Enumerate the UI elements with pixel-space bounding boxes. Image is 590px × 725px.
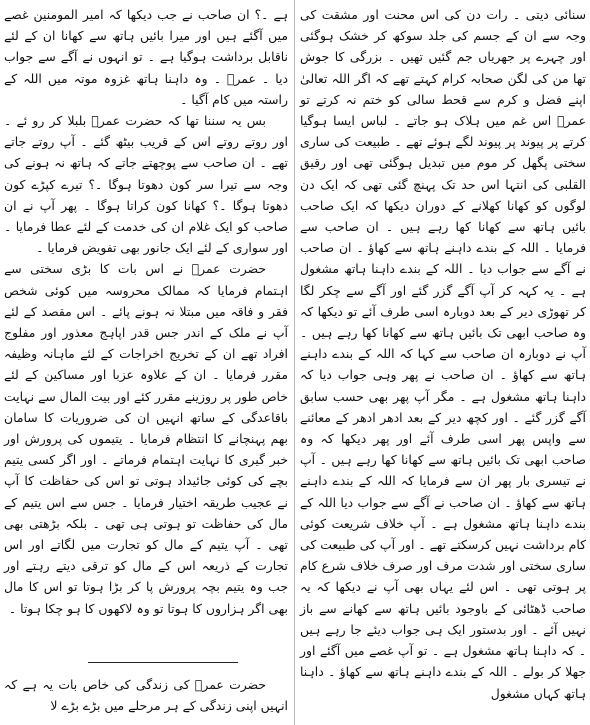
paragraph: ہے ۔؟ ان صاحب نے جب دیکھا کہ امیر المومنین غصے میں آگئے ہیں اور میرا بائیں ہاتھ سے کھانا ان کے لئے ناقابل برداشت ہوگیا ہے ۔ تو انہوں نے آگے سے جواب دیا ۔ عمرؓ ۔ وہ داہنا ہاتھ غزوہ موتہ میں اللہ کے راستہ میں کام آگیا ۔ xyxy=(4,7,288,107)
section-separator xyxy=(88,662,238,663)
right-text-column xyxy=(300,4,586,704)
paragraph: بس یہ سننا تھا کہ حضرت عمرؓ بلبلا کر رو ئے ۔ اور روتے روتے اس کے قریب بیٹھ گئے ۔ آپ روتے جاتے تھے ۔ ان صاحب سے پوچھتے جاتے کہ ہاتھ نہ ہونے کی وجہ سے تیرا سر کون دھوتا ہوگا ۔؟ تیرے کپڑے کون دھوتا ہوگا ۔؟ کھانا کون کراتا ہوگا ۔ پھر آپ نے ان صاحب کو ایک غلام ان کی خدمت کے لئے عطا فرمایا ۔ اور سواری کے لئے ایک جانور بھی تفویض فرمایا ۔ xyxy=(4,113,288,256)
left-text-column xyxy=(4,4,288,619)
footnote xyxy=(4,674,288,716)
column-divider xyxy=(294,0,295,725)
paragraph: سنائی دیتی ۔ رات دن کی اس محنت اور مشقت کی وجہ سے ان کے جسم کی جلد سوکھ کر خشک ہوگئی اور چہرے پر جھریاں جم گئیں تھیں ۔ بزرگی کا جوش تھا من کی لگن صحابہ کرام کہتے تھے کہ اگر اللہ تعالیٰ اپنے فضل و کرم سے قحط سالی کو ختم نہ کرتے تو عمرؓ اس غم میں ہلاک ہو جاتے ۔ لباس ایسا ہوگیا کرتے پر پیوند پر پیوند لگے ہوئے تھے ۔ طبیعت کی ساری سختی پگھل کر موم میں تبدیل ہوگئی تھی اور رقیق القلبی کی انتہا اس حد تک پہنچ گئی تھی کہ ایک دن لوگوں کو کھانا کھلانے کے دوران دیکھا کہ ایک صاحب بائیں ہاتھ سے کھانا کھا رہے ہیں ۔ ان صاحب سے فرمایا ۔ اللہ کے بندے داہنے ہاتھ سے کھاؤ ۔ ان صاحب نے آگے سے جواب دیا ۔ اللہ کے بندے داہنا ہاتھ مشغول ہے ۔ یہ کہہ کر آپ آگے گزر گئے اور آگے سے چکر لگا کر تھوڑی دیر کے بعد دوبارہ اسی طرف آئے تو دیکھا کہ وہ صاحب ابھی تک بائیں ہاتھ سے کھانا کھا رہے ہیں ۔ آپ نے دوبارہ ان صاحب سے کہا کہ اللہ کے بندے داہنے ہاتھ سے کھاؤ ۔ ان صاحب نے پھر وہی جواب دیا کہ داہنا ہاتھ مشغول ہے ۔ مگر آپ پھر بھی حسب سابق آگے گزر گئے ۔ اور کچھ دیر کے بعد ادھر ادھر کے معائنے سے واپس پھر اسی طرف آئے اور پھر دیکھا کہ وہ صاحب ابھی تک بائیں ہاتھ سے کھانا کھا رہے ہیں ۔ آپ نے تیسری بار پھر ان سے فرمایا کہ اللہ کے بندے داہنے ہاتھ سے کھاؤ ۔ ان صاحب نے آگے سے جواب دیا اللہ کے بندے داہنا ہاتھ مشغول ہے ۔ آپ خلاف شریعت کوئی کام برداشت نہیں کرسکتے تھے ۔ اور آپ کی طبیعت کی ساری سختی اور شدت مرف اور صرف خلاف شرع کام پر ہوتی تھی ۔ اس لئے یہاں بھی آپ نے دیکھا کہ یہ صاحب ڈھٹائی کے باوجود بائیں ہاتھ سے کھانے سے باز نہیں آئے ۔ اور بدستور ایک ہی جواب دیئے جا رہے ہیں ۔ کہ داہنا ہاتھ مشغول ہے ۔ تو آپ غصے میں آگئے اور جھلا کر بولے ۔ اللہ کے بندے داہنے ہاتھ سے کھاؤ ۔ داہنا ہاتھ کہاں مشغول xyxy=(300,7,586,701)
paragraph: حضرت عمرؓ نے اس بات کا بڑی سختی سے اہتمام فرمایا کہ ممالک محروسہ میں کوئی شخص فقر و فاقہ میں مبتلا نہ ہونے پائے ۔ اس مقصد کے لئے آپ نے ملک کے اندر جس قدر اپاہج معذور اور مفلوج افراد تھے ان کے تخریج اخراجات کے لئے ماہانہ وظیفہ مقرر فرمایا ۔ ان کے علاوہ عزبا اور مساکین کے لئے خاص طور پر روزینے مقرر کئے اور بیت المال سے نہایت باقاعدگی کے ساتھ انہیں ان کی ضروریات کا سامان بھم پہنچانے کا انتظام فرمایا ۔ یتیموں کی پرورش اور خبر گیری کا نہایت اہتمام فرماتے ۔ اور اگر کسی یتیم بچے کی کوئی جائیداد ہوتی تو اس کی حفاظت کا آپ نے عجیب طریقہ اختیار فرمایا ۔ جس سے اس یتیم کے مال کی حفاظت تو ہوتی ہی تھی ۔ بلکہ بڑھتی بھی تھی ۔ آپ یتیم کے مال کو تجارت میں لگاتے اور اس تجارت کے ذریعہ اس کے مال کو ترقی دیتے رہتے اور جب وہ یتیم بچہ پرورش پا کر بڑا ہوتا تو اس کا مال بھی اگر ہزاروں کا ہوتا تو وہ لاکھوں کا ہو چکا ہوتا ۔ xyxy=(4,261,288,616)
footnote-text: حضرت عمرؓ کی زندگی کی خاص بات یہ ہے کہ انہیں اپنی زندگی کے ہر مرحلے میں بڑے بڑے لا xyxy=(4,677,288,713)
